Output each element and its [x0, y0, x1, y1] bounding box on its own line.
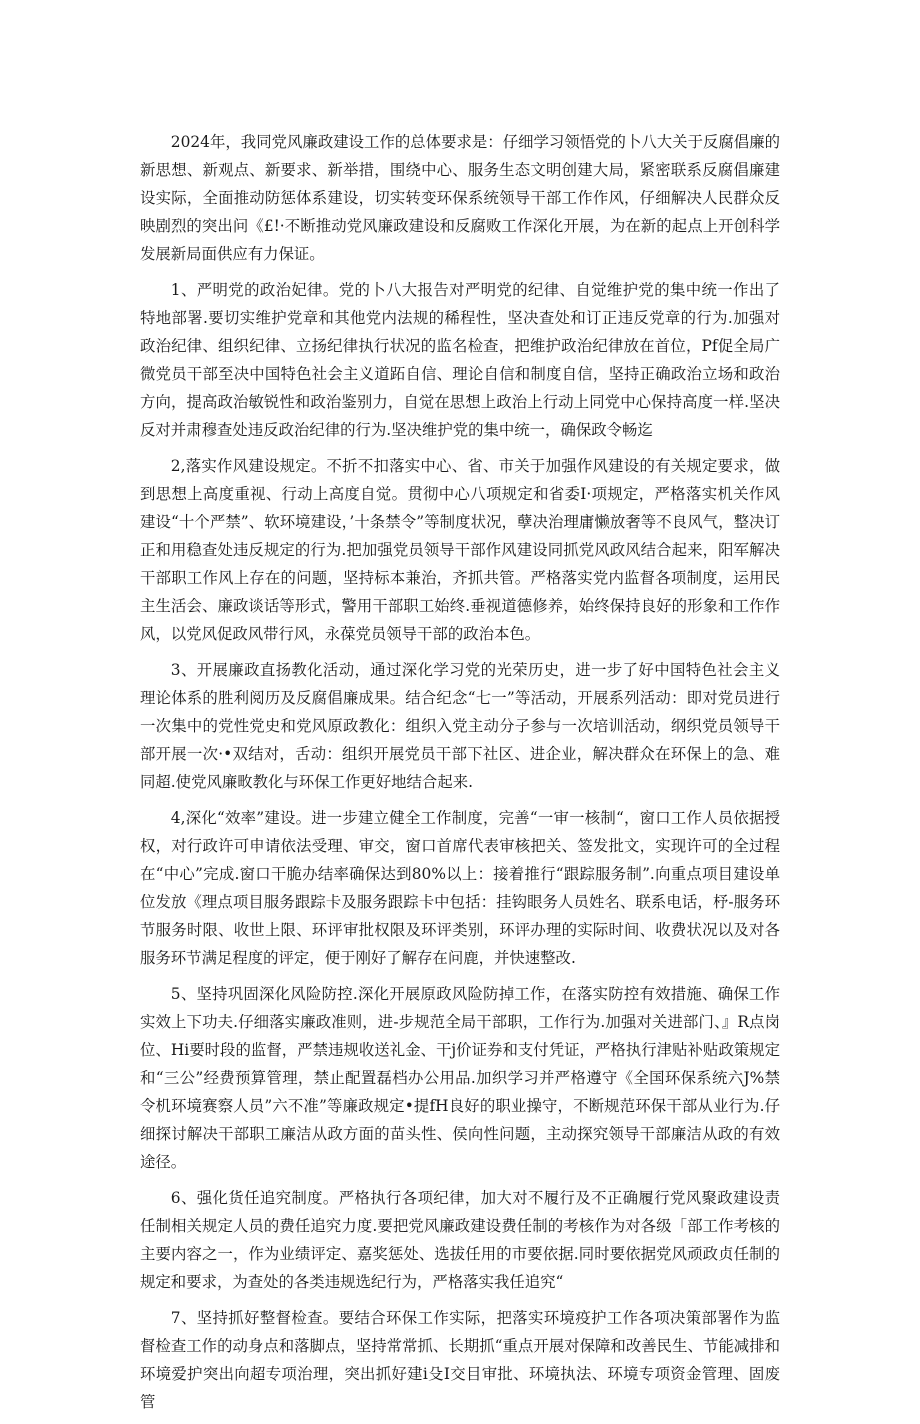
document-body — [140, 128, 780, 1424]
paragraph-accountability: 6、强化货任追究制度。严格执行各项纪律，加大对不履行及不正确履行党风聚政建设责任制相关规定人员的费任追究力度.要把党风廉政建设费任制的考核作为对各级「部工作考核的主要内容之一，作为业绩评定、嘉奖惩处、选拔任用的市要依据.同时要依据党风顽政贞任制的规定和要求，为查处的各类违规选纪行为，严格落实我任追究“ — [140, 1189, 780, 1291]
paragraph-supervision: 7、坚持抓好整督检查。要结合环保工作实际，把落实环境疫护工作各项决策部署作为监督检查工作的动身点和落脚点，坚持常常抓、长期抓“重点开展对保障和改善民生、节能减排和环境爱护突出向超专项治理，突出抓好建i殳I交目审批、环境执法、环境专项资金管理、固废管 — [140, 1309, 780, 1411]
paragraph-risk-control: 5、坚持巩固深化风险防控.深化开展原政风险防掉工作，在落实防控有效措施、确保工作实效上下功夫.仔细落实廉政准则，进-步规范全局干部职，工作行为.加强对关进部门、』R点岗位、Hi要时段的监督，严禁违规收送礼金、干j价证券和支付凭证，严格执行津贴补贴政策规定和“三公”经费预算管理，禁止配置磊档办公用品.加织学习并严格遵守《全国环保系统六J%禁令机环境赛察人员”六不准”等廉政规定•提fH良好的职业操守，不断规范环保干部从业行为.仔细探讨解决干部职工廉洁从政方面的苗头性、侯向性问题，主动探究领导干部廉洁从政的有效途径。 — [140, 985, 780, 1171]
paragraph-intro: 2024年，我同党风廉政建设工作的总体要求是：仔细学习领悟党的卜八大关于反腐倡廉的新思想、新观点、新要求、新举措，围绕中心、服务生态文明创建大局，紧密联系反腐倡廉建设实际，全面推动防惩体系建设，切实转变环保系统领导干部工作作风，仔细解决人民群众反映剧烈的突出问《£!·不断推动党风廉政建设和反腐败工作深化开展，为在新的起点上开创科学发展新局面供应有力保证。 — [140, 133, 780, 263]
paragraph-education: 3、开展廉政直扬教化活动，通过深化学习党的光荣历史，进一步了好中国特色社会主义理论体系的胜利阅历及反腐倡廉成果。结合纪念“七一”等活动，开展系列活动：即对党员进行一次集中的党性党史和党风原政教化：组织入党主动分子参与一次培训活动，纲织党员领导干部开展一次·•双结对，舌动：组织开展党员干部下社区、进企业，解决群众在环保上的急、难同超.使党风廉畋教化与环保工作更好地结合起来. — [140, 661, 780, 791]
paragraph-efficiency: 4,深化“效率”建设。进一步建立健全工作制度，完善“一审一核制“，窗口工作人员依据授权，对行政许可申请依法受理、审交，窗口首席代表审核把关、签发批文，实现许可的全过程在“中心”完成.窗口干脆办结率确保达到80%以上：接着推行“跟踪服务制”.向重点项目建设单位发放《理点项目服务跟踪卡及服务跟踪卡中包括：挂钩眼务人员姓名、联系电话，杼-服务环节服务时限、收世上限、环评审批权限及环评类别，环评办理的实际时间、收费状况以及对各服务环节满足程度的评定，便于刚好了解存在问鹿，并快速整改. — [140, 809, 780, 967]
paragraph-political-discipline: 1、严明党的政治妃律。党的卜八大报告对严明党的纪律、自觉维护党的集中统一作出了特地部署.要切实维护党章和其他党内法规的稀程性，坚决查处和订正违反党章的行为.加强对政治纪律、组织纪律、立扬纪律执行状况的监名检查，把维护政治纪律放在首位，Pf促全局广微党员干部至决中国特色社会主义道跖自信、理论自信和制度自信，坚持正确政治立场和政治方向，提高政治敏锐性和政治鉴别力，自觉在思想上政治上行动上同党中心保持高度一样.坚决反对并肃穆查处违反政治纪律的行为.坚决维护党的集中统一，确保政令畅迄 — [140, 281, 780, 439]
paragraph-work-style: 2,落实作风建设规定。不折不扣落实中心、省、市关于加强作风建设的有关规定要求，做到思想上高度重视、行动上高度自觉。贯彻中心八项规定和省委I·项规定，严格落实机关作风建设“十个严禁”、软环境建设，’十条禁令”等制度状况，孽决治理庸懒放奢等不良风气，整决订正和用稳查处违反规定的行为.把加强党员领导干部作风建设同抓党风政风结合起来，阳军解决干部职工作风上存在的问题，坚持标本兼治，齐抓共管。严格落实党内监督各项制度，运用民主生活会、廉政谈话等形式，警用干部职工始终.垂视道德修养，始终保持良好的形象和工作作风，以党风促政风带行风，永葆党员领导干部的政治本色。 — [140, 457, 780, 643]
